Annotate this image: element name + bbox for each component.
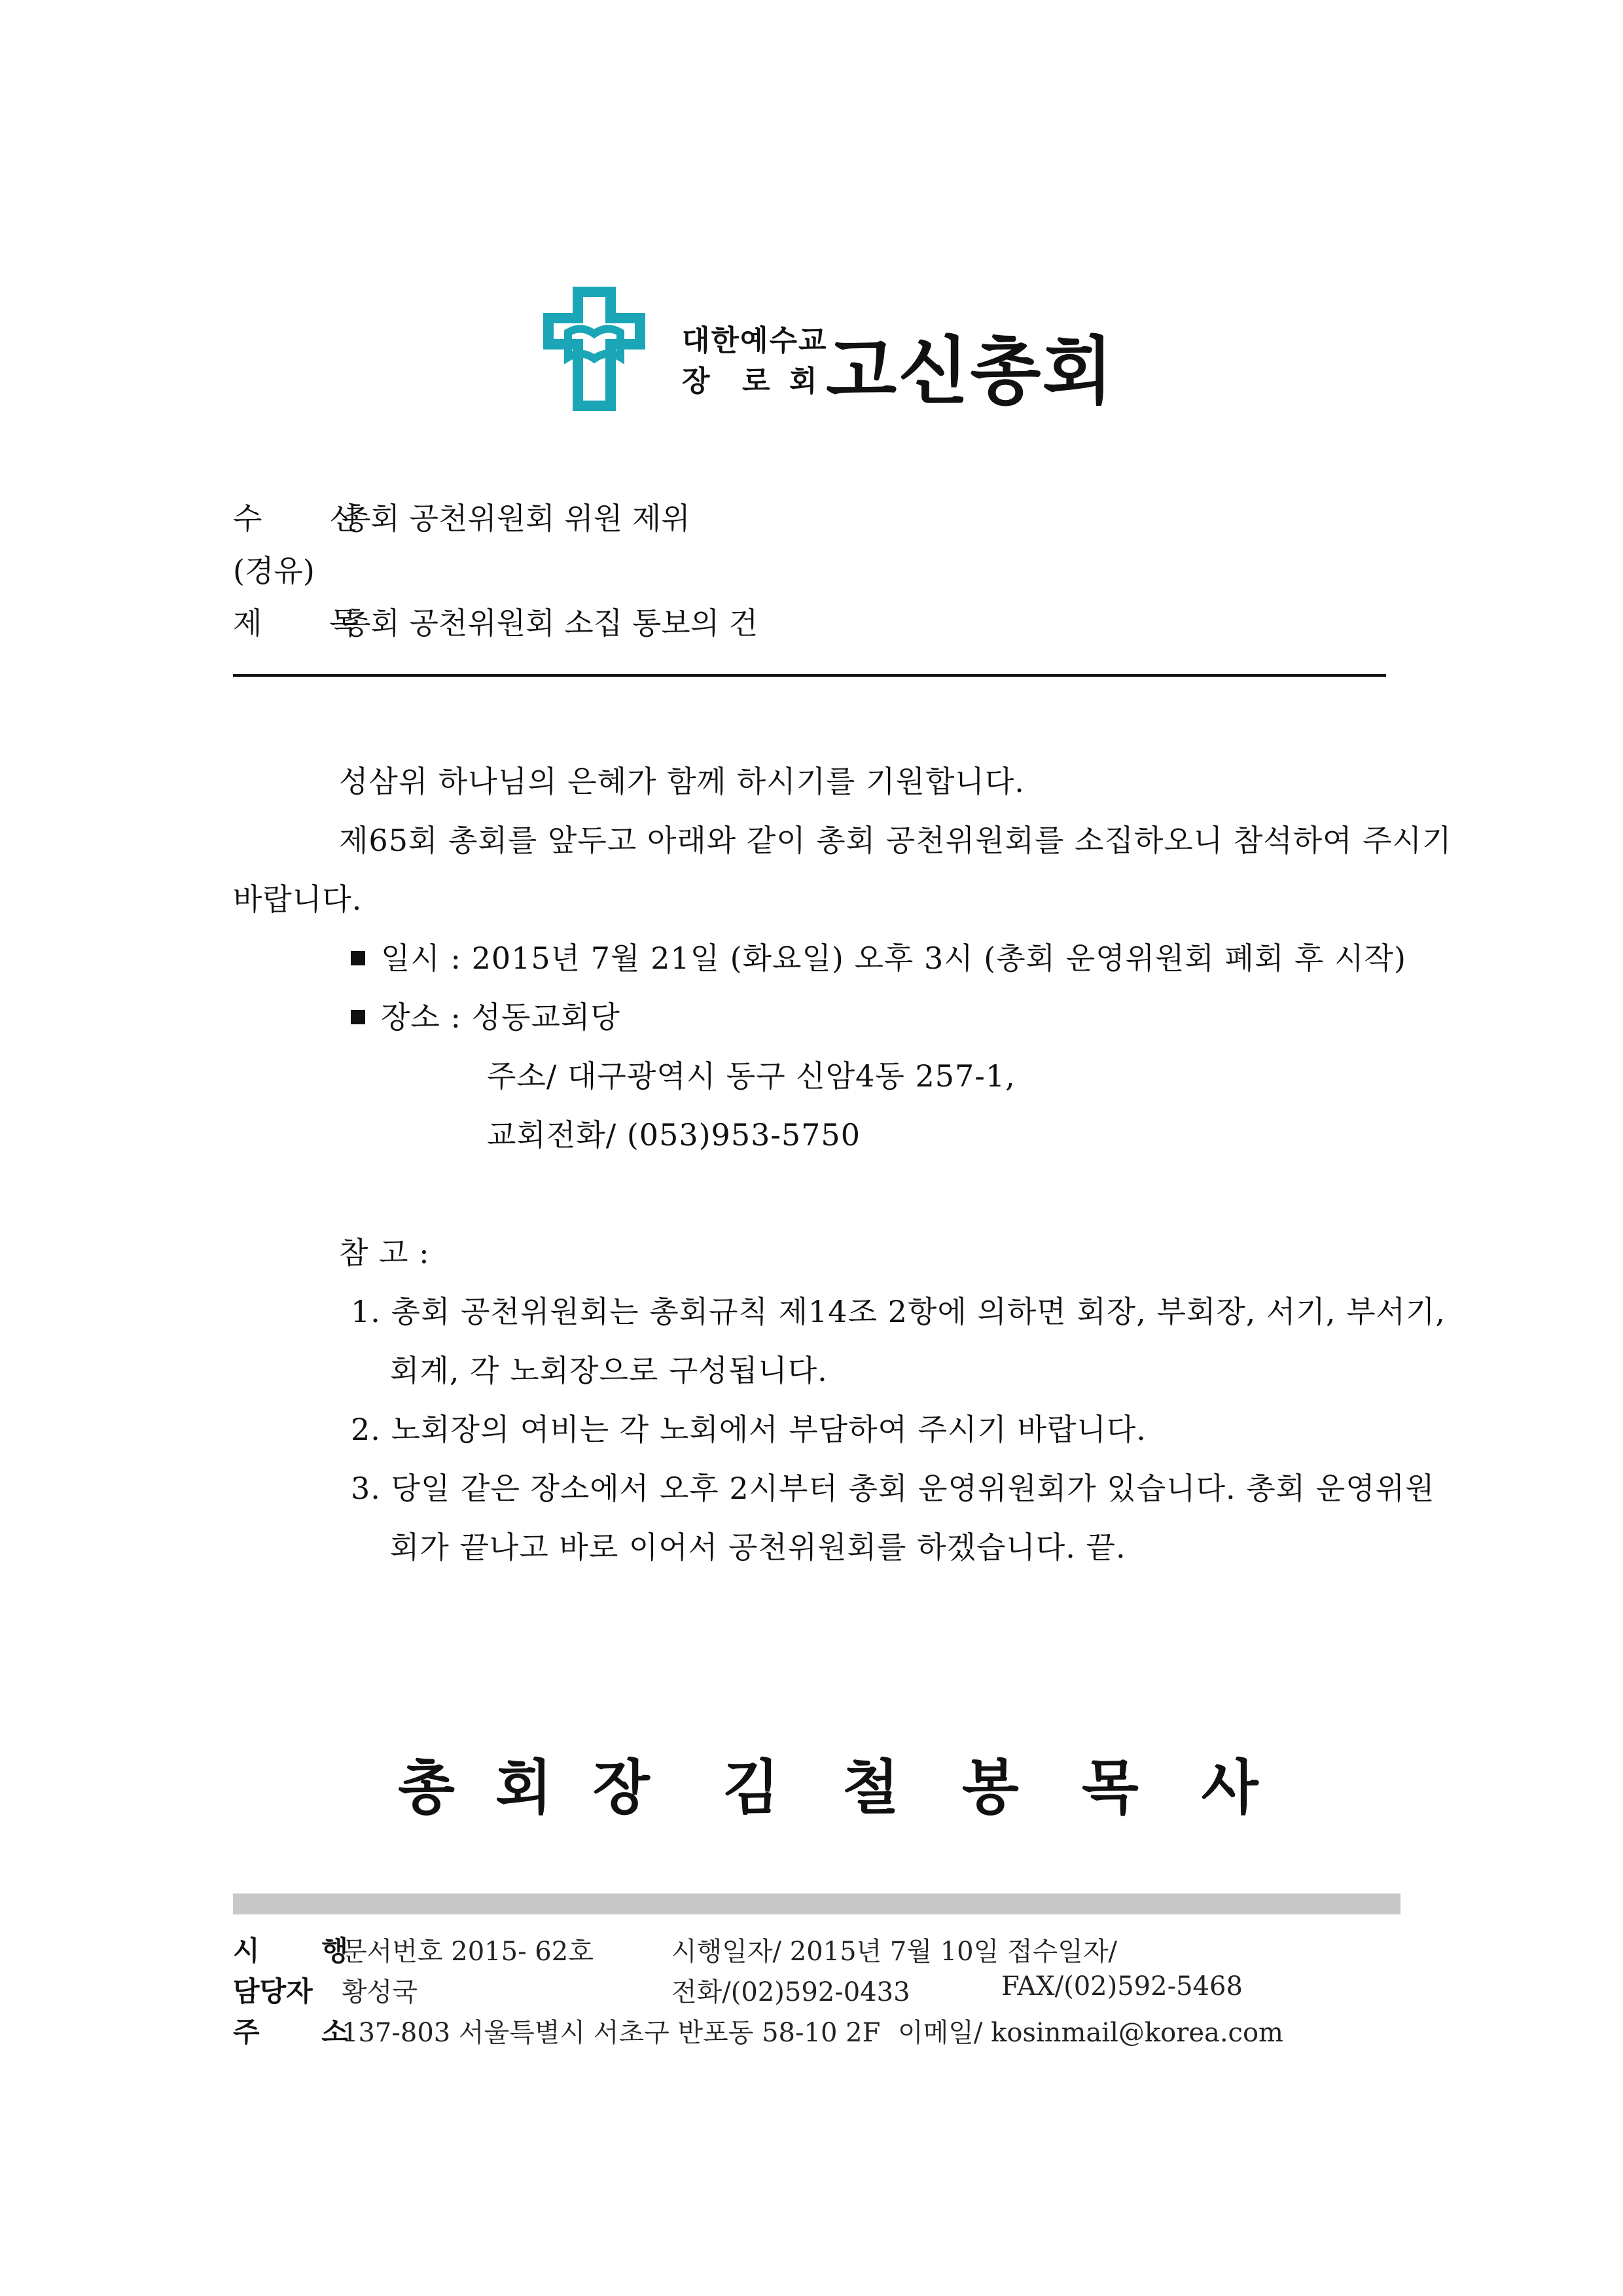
church-logo-icon bbox=[542, 287, 647, 411]
doc-number: 문서번호 2015- 62호 bbox=[342, 1937, 594, 1967]
note-1: 1. 총회 공천위원회는 총회규칙 제14조 2항에 의하면 회장, 부회장, 서기, 부서기, bbox=[351, 1294, 1446, 1329]
logo-subtitle-top: 대한예수교 bbox=[682, 324, 828, 357]
recipient-label: 수 신 bbox=[233, 501, 387, 536]
staff-name: 황성국 bbox=[342, 1977, 418, 2007]
footer-label-address: 주 소 bbox=[233, 2016, 374, 2048]
note-2: 2. 노회장의 여비는 각 노회에서 부담하여 주시기 바랍니다. bbox=[351, 1412, 1147, 1447]
phone-line: 교회전화/ (053)953-5750 bbox=[487, 1117, 861, 1153]
note-1-cont: 회계, 각 노회장으로 구성됩니다. bbox=[390, 1353, 828, 1388]
subject-label: 제 목 bbox=[233, 605, 387, 641]
place-text: 장소 : 성동교회당 bbox=[381, 999, 620, 1035]
subject-value: 총회 공천위원회 소집 통보의 건 bbox=[342, 605, 758, 641]
note-3: 3. 당일 같은 장소에서 오후 2시부터 총회 운영위원회가 있습니다. 총회 운영위원 bbox=[351, 1471, 1435, 1506]
square-bullet-icon bbox=[351, 1010, 365, 1024]
note-heading: 참 고 : bbox=[339, 1235, 430, 1270]
datetime-text: 일시 : 2015년 7월 21일 (화요일) 오후 3시 (총회 운영위원회 폐회 후 시작) bbox=[381, 941, 1406, 976]
logo-subtitle-bottom-2: 로 bbox=[742, 365, 772, 398]
footer-label-staff: 담당자 bbox=[233, 1975, 313, 2007]
issue-date: 시행일자/ 2015년 7월 10일 접수일자/ bbox=[671, 1937, 1117, 1967]
greeting: 성삼위 하나님의 은혜가 함께 하시기를 기원합니다. bbox=[339, 764, 1025, 799]
logo-subtitle-bottom-1: 장 bbox=[682, 365, 711, 398]
note-3-cont: 회가 끝나고 바로 이어서 공천위원회를 하겠습니다. 끝. bbox=[390, 1530, 1126, 1565]
signature-title: 총회장 bbox=[398, 1753, 690, 1822]
footer-label-issue: 시 행 bbox=[233, 1935, 374, 1967]
datetime-item bbox=[351, 935, 1406, 978]
header-divider bbox=[233, 674, 1386, 677]
footer-address: 137-803 서울특별시 서초구 반포동 58-10 2F bbox=[342, 2018, 881, 2048]
footer-bar bbox=[233, 1893, 1400, 1914]
signature-name: 김철봉목사 bbox=[722, 1753, 1321, 1822]
recipient-value: 총회 공천위원회 위원 제위 bbox=[342, 501, 690, 536]
fax: FAX/(02)592-5468 bbox=[1001, 1971, 1243, 2001]
square-bullet-icon bbox=[351, 951, 365, 965]
address-line: 주소/ 대구광역시 동구 신암4동 257-1, bbox=[487, 1058, 1016, 1094]
via-label: (경유) bbox=[233, 553, 315, 588]
intro-line-1: 제65회 총회를 앞두고 아래와 같이 총회 공천위원회를 소집하오니 참석하여 주시기 bbox=[339, 823, 1452, 858]
tel: 전화/(02)592-0433 bbox=[671, 1977, 910, 2007]
logo-subtitle-bottom-3: 회 bbox=[789, 365, 819, 398]
logo-title: 고신총회 bbox=[826, 329, 1115, 414]
intro-line-2: 바랍니다. bbox=[233, 882, 363, 917]
place-item bbox=[351, 994, 620, 1037]
email: 이메일/ kosinmail@korea.com bbox=[898, 2018, 1283, 2048]
